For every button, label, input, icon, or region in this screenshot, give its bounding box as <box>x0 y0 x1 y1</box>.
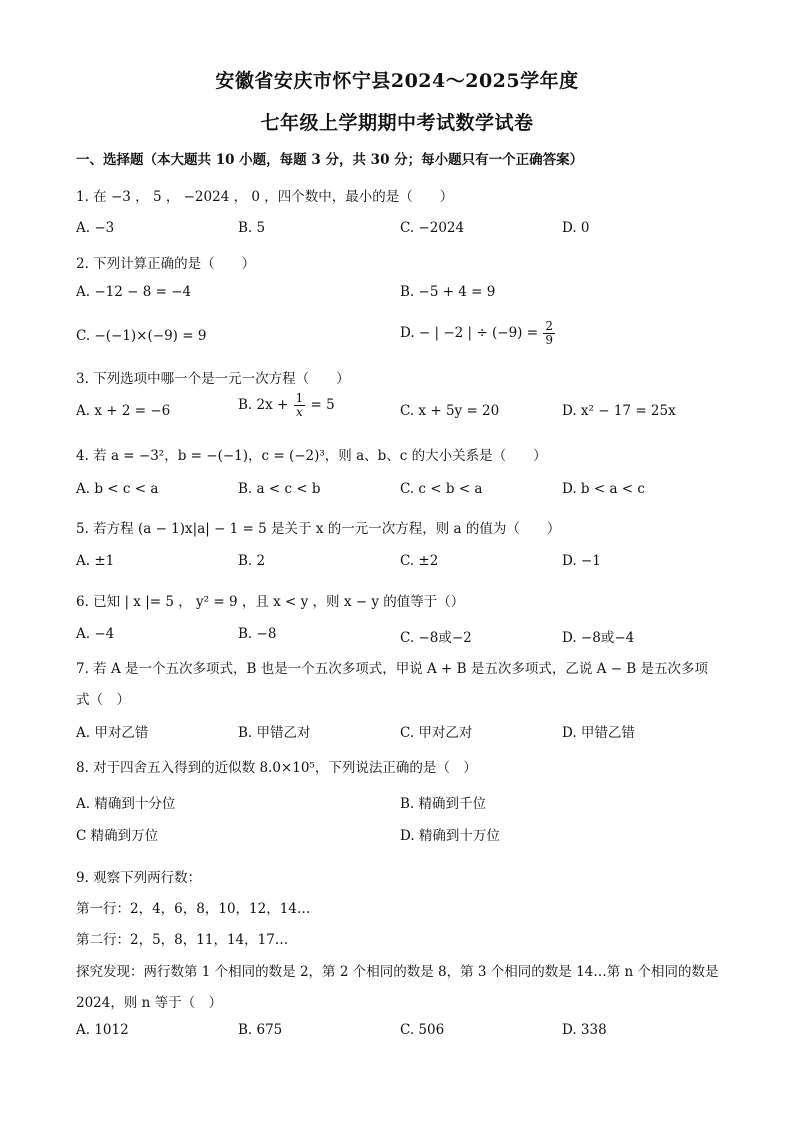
q6-option-a: A. −4 <box>76 626 115 642</box>
q2-option-d <box>400 320 556 346</box>
q9-option-b: B. 675 <box>238 1022 283 1038</box>
q9-option-d: D. 338 <box>562 1022 607 1038</box>
exam-title-line2: 七年级上学期期中考试数学试卷 <box>260 112 534 134</box>
q3-option-a: A. x + 2 = −6 <box>76 403 171 419</box>
q9-row-2: 第二行：2，5，8，11，14，17… <box>76 932 289 948</box>
q2d-numerator: 2 <box>545 319 553 333</box>
question-8-stem: 8. 对于四舍五入得到的近似数 8.0×10⁵，下列说法正确的是（ ） <box>76 760 477 776</box>
q1-option-b: B. 5 <box>238 220 266 236</box>
question-9-stem: 9. 观察下列两行数： <box>76 870 202 886</box>
question-6-stem: 6. 已知 | x |= 5 ， y² = 9 ，且 x < y ，则 x − y 的值等于（） <box>76 594 465 610</box>
question-4-stem: 4. 若 a = −3²，b = −(−1)，c = (−2)³，则 a、b、c 的大小关系是（ ） <box>76 448 547 464</box>
q3-option-b <box>238 392 335 418</box>
q9-row-1: 第一行：2，4，6，8，10，12，14… <box>76 901 311 917</box>
q3-option-b-tail: = 5 <box>310 397 335 414</box>
q3-option-b-fraction <box>294 392 306 418</box>
q8-option-b: B. 精确到千位 <box>400 796 487 812</box>
question-7-stem: 7. 若 A 是一个五次多项式，B 也是一个五次多项式，甲说 A + B 是五次多项式，乙说 A − B 是五次多项 <box>76 661 709 677</box>
q7-option-c: C. 甲对乙对 <box>400 725 473 741</box>
q5-option-a: A. ±1 <box>76 553 115 569</box>
exam-title-line1: 安徽省安庆市怀宁县2024～2025学年度 <box>215 70 579 92</box>
q6-option-d: D. −8或−4 <box>562 630 635 646</box>
q3-option-d: D. x² − 17 = 25x <box>562 403 676 419</box>
q3-option-b-text: B. 2x + <box>238 397 289 414</box>
q5-option-d: D. −1 <box>562 553 601 569</box>
q9-option-c: C. 506 <box>400 1022 445 1038</box>
q5-option-b: B. 2 <box>238 553 266 569</box>
q3-option-c: C. x + 5y = 20 <box>400 403 500 419</box>
q3b-numerator: 1 <box>295 391 304 405</box>
q8-option-c: C 精确到万位 <box>76 828 159 844</box>
question-1-stem: 1. 在 −3 ， 5 ， −2024 ， 0 ，四个数中，最小的是（ ） <box>76 189 454 205</box>
q9-explore: 探究发现：两行数第 1 个相同的数是 2，第 2 个相同的数是 8，第 3 个相同的数是 14…第 n 个相同的数是 <box>76 964 719 980</box>
q7-option-b: B. 甲错乙对 <box>238 725 311 741</box>
q7-option-a: A. 甲对乙错 <box>76 725 149 741</box>
q2-option-b: B. −5 + 4 = 9 <box>400 284 496 300</box>
q1-option-c: C. −2024 <box>400 220 465 236</box>
q6-option-b: B. −8 <box>238 626 277 642</box>
q4-option-a: A. b < c < a <box>76 481 159 497</box>
question-5-stem: 5. 若方程 (a − 1)x|a| − 1 = 5 是关于 x 的一元一次方程，则 a 的值为（ ） <box>76 521 561 537</box>
q8-option-d: D. 精确到十万位 <box>400 828 500 844</box>
q2d-denominator: 9 <box>545 332 553 347</box>
q6-option-c: C. −8或−2 <box>400 630 472 646</box>
q3b-denominator: x <box>296 404 303 419</box>
q4-option-b: B. a < c < b <box>238 481 321 497</box>
q2-option-a: A. −12 − 8 = −4 <box>76 284 192 300</box>
section-heading: 一、选择题（本大题共 10 小题，每题 3 分，共 30 分；每小题只有一个正确答案） <box>76 152 584 168</box>
q5-option-c: C. ±2 <box>400 553 439 569</box>
q1-option-d: D. 0 <box>562 220 590 236</box>
q9-option-a: A. 1012 <box>76 1022 129 1038</box>
question-7-stem-cont: 式（ ） <box>76 692 130 708</box>
q9-explore-cont: 2024，则 n 等于（ ） <box>76 995 223 1011</box>
q4-option-d: D. b < a < c <box>562 481 645 497</box>
q7-option-d: D. 甲错乙错 <box>562 725 635 741</box>
q2-option-c: C. −(−1)×(−9) = 9 <box>76 328 207 344</box>
q2-option-d-text: D. − | −2 | ÷ (−9) = <box>400 325 539 342</box>
q2-option-d-fraction <box>543 320 555 346</box>
q4-option-c: C. c < b < a <box>400 481 483 497</box>
q8-option-a: A. 精确到十分位 <box>76 796 176 812</box>
question-2-stem: 2. 下列计算正确的是（ ） <box>76 256 256 272</box>
q1-option-a: A. −3 <box>76 220 115 236</box>
question-3-stem: 3. 下列选项中哪一个是一元一次方程（ ） <box>76 371 350 387</box>
